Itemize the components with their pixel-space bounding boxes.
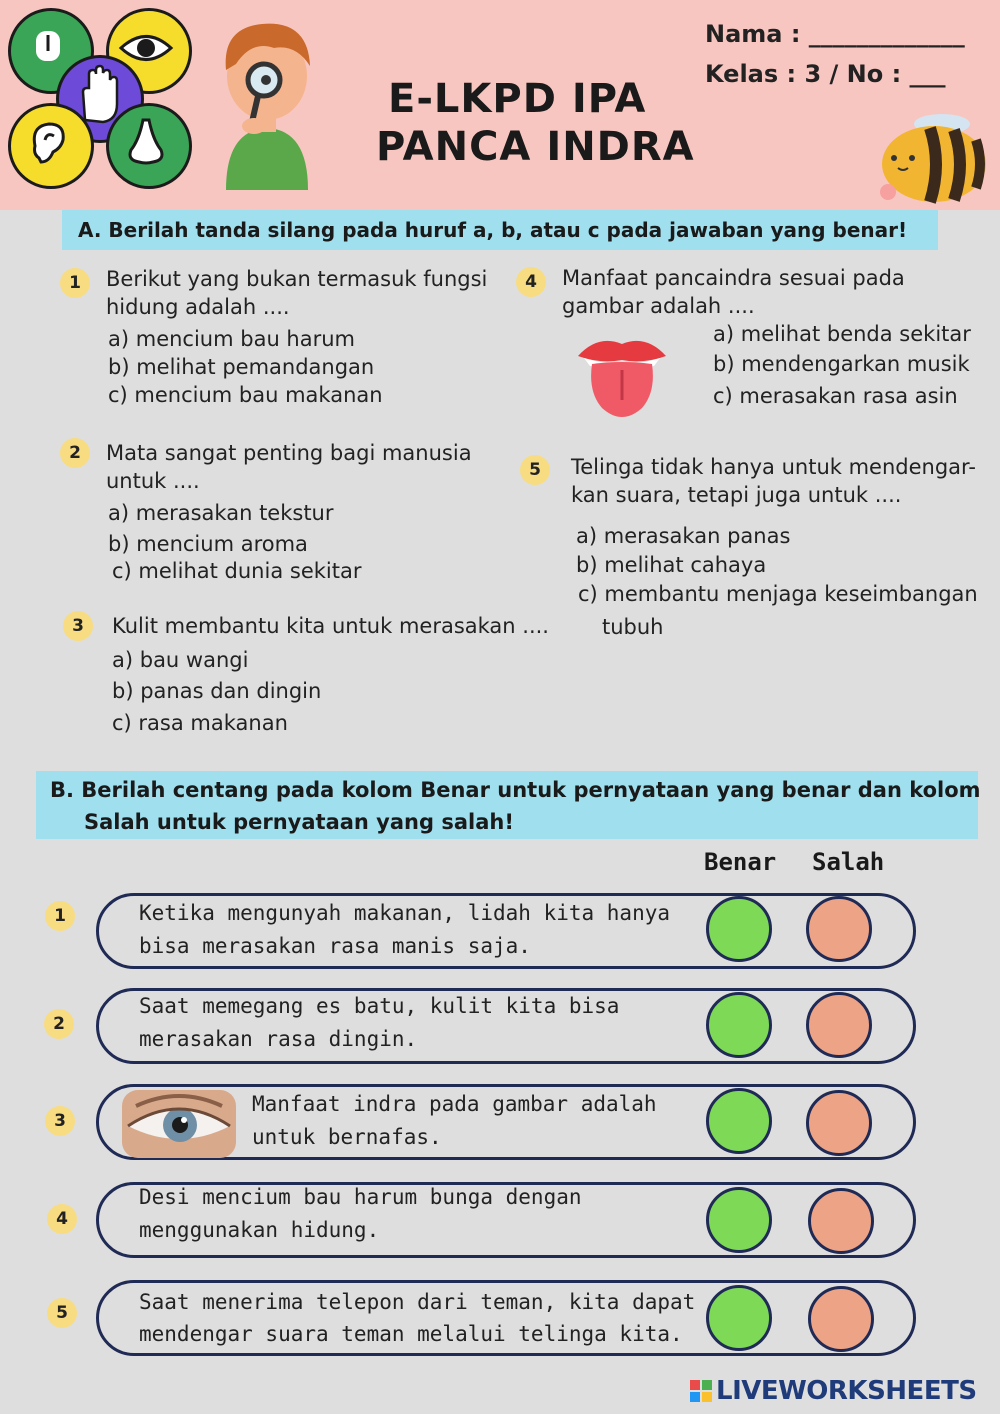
statement-3-line-2: untuk bernafas. (252, 1125, 442, 1149)
question-3-option-a[interactable]: a) bau wangi (112, 648, 249, 672)
question-4-option-b[interactable]: b) mendengarkan musik (713, 352, 970, 376)
question-2-option-c[interactable]: c) melihat dunia sekitar (112, 559, 362, 583)
statement-5-line-1: Saat menerima telepon dari teman, kita dapat (139, 1290, 696, 1314)
question-3-option-c[interactable]: c) rasa makanan (112, 711, 288, 735)
question-1-text-line-1: Berikut yang bukan termasuk fungsi (106, 267, 488, 291)
header (0, 0, 1000, 210)
question-2-text-line-2: untuk .... (106, 469, 200, 493)
column-header-benar: Benar (704, 848, 777, 876)
question-1-option-a[interactable]: a) mencium bau harum (108, 327, 356, 351)
salah-button-2[interactable] (806, 992, 872, 1058)
question-5-option-a[interactable]: a) merasakan panas (576, 524, 791, 548)
mouth-tongue-image (574, 330, 670, 422)
question-1-option-c[interactable]: c) mencium bau makanan (108, 383, 383, 407)
statement-number-badge: 4 (47, 1204, 77, 1234)
statement-5-line-2: mendengar suara teman melalui telinga kita. (139, 1322, 683, 1346)
salah-button-5[interactable] (808, 1286, 874, 1352)
question-2-option-a[interactable]: a) merasakan tekstur (108, 501, 334, 525)
question-5-text-line-1: Telinga tidak hanya untuk mendengar- (571, 455, 976, 479)
liveworksheets-brand: LIVEWORKSHEETS (716, 1376, 977, 1406)
statement-4-line-2: menggunakan hidung. (139, 1218, 380, 1242)
question-number-badge: 2 (60, 438, 90, 468)
statement-1-line-2: bisa merasakan rasa manis saja. (139, 934, 531, 958)
benar-button-1[interactable] (706, 896, 772, 962)
salah-button-1[interactable] (806, 896, 872, 962)
liveworksheets-logo (690, 1376, 990, 1406)
question-3-option-b[interactable]: b) panas dan dingin (112, 679, 322, 703)
question-4-text-line-2: gambar adalah .... (562, 294, 755, 318)
boy-magnifier-illustration (212, 10, 322, 190)
statement-2-line-1: Saat memegang es batu, kulit kita bisa (139, 994, 620, 1018)
bee-illustration (872, 112, 992, 208)
statement-number-badge: 2 (44, 1009, 74, 1039)
question-1-option-b[interactable]: b) melihat pemandangan (108, 355, 375, 379)
question-number-badge: 3 (63, 611, 93, 641)
question-1-text-line-2: hidung adalah .... (106, 295, 290, 319)
benar-button-5[interactable] (706, 1285, 772, 1351)
benar-button-3[interactable] (706, 1088, 772, 1154)
statement-number-badge: 5 (47, 1298, 77, 1328)
question-5-option-c-continued: tubuh (602, 615, 664, 639)
question-2-text-line-1: Mata sangat penting bagi manusia (106, 441, 472, 465)
salah-button-4[interactable] (808, 1188, 874, 1254)
benar-button-2[interactable] (706, 992, 772, 1058)
nama-field[interactable]: Nama : _____________ (705, 20, 965, 48)
statement-4-line-1: Desi mencium bau harum bunga dengan (139, 1185, 582, 1209)
statement-3-line-1: Manfaat indra pada gambar adalah (252, 1092, 657, 1116)
eye-photo (122, 1090, 236, 1158)
title-line-1: E-LKPD IPA (388, 76, 647, 122)
statement-number-badge: 1 (45, 901, 75, 931)
statement-number-badge: 3 (45, 1106, 75, 1136)
nose-icon (106, 103, 192, 189)
question-4-option-c[interactable]: c) merasakan rasa asin (713, 384, 958, 408)
section-b-instruction (36, 771, 981, 839)
question-5-option-c[interactable]: c) membantu menjaga keseimbangan (578, 582, 978, 606)
question-5-option-b[interactable]: b) melihat cahaya (576, 553, 767, 577)
kelas-field[interactable]: Kelas : 3 / No : ___ (705, 60, 946, 88)
section-b-instruction-line-1: B. Berilah centang pada kolom Benar untuk pernyataan yang benar dan kolom (50, 778, 981, 802)
question-3-text-line-1: Kulit membantu kita untuk merasakan .... (112, 614, 549, 638)
question-4-option-a[interactable]: a) melihat benda sekitar (713, 322, 971, 346)
salah-button-3[interactable] (806, 1090, 872, 1156)
benar-button-4[interactable] (706, 1187, 772, 1253)
statement-1-line-1: Ketika mengunyah makanan, lidah kita hanya (139, 901, 671, 925)
question-number-badge: 1 (60, 268, 90, 298)
question-5-text-line-2: kan suara, tetapi juga untuk .... (571, 483, 902, 507)
question-number-badge: 4 (516, 267, 546, 297)
statement-2-line-2: merasakan rasa dingin. (139, 1027, 418, 1051)
section-a-instruction: A. Berilah tanda silang pada huruf a, b, atau c pada jawaban yang benar! (62, 210, 938, 250)
question-2-option-b[interactable]: b) mencium aroma (108, 532, 308, 556)
question-number-badge: 5 (520, 455, 550, 485)
section-b-instruction-line-2: Salah untuk pernyataan yang salah! (84, 810, 514, 834)
title-line-2: PANCA INDRA (376, 124, 695, 170)
ear-icon (8, 103, 94, 189)
question-4-text-line-1: Manfaat pancaindra sesuai pada (562, 266, 905, 290)
liveworksheets-logo-icon (690, 1380, 712, 1402)
column-header-salah: Salah (812, 848, 885, 876)
